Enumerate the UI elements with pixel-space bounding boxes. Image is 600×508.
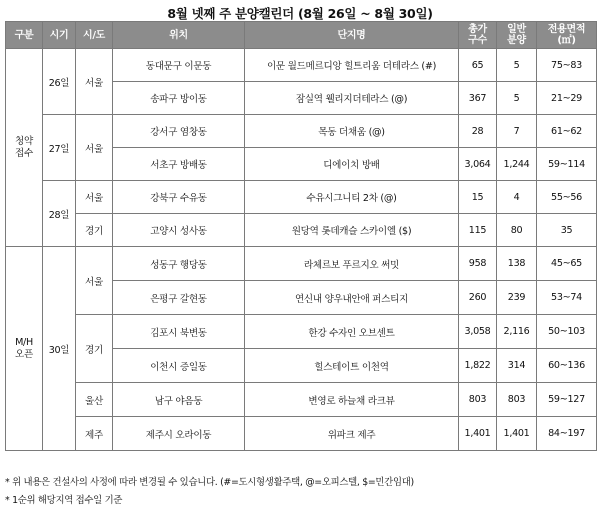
footnote-change-notice: * 위 내용은 건설사의 사정에 따라 변경될 수 있습니다. (#=도시형생활주택, @=오피스텔, $=민간임대) [5, 477, 414, 488]
total-units-cell: 15 [459, 181, 497, 214]
header-general-sale: 일반 분양 [497, 22, 537, 49]
general-sale-cell: 1,244 [497, 148, 537, 181]
region-cell: 울산 [76, 383, 113, 417]
complex-cell: 한강 수자인 오브센트 [245, 315, 459, 349]
total-units-cell: 958 [459, 247, 497, 281]
table-row [6, 315, 597, 349]
general-sale-cell: 80 [497, 214, 537, 247]
area-cell: 50~103 [537, 315, 597, 349]
period-cell: 27일 [43, 115, 76, 181]
location-cell: 성동구 행당동 [113, 247, 245, 281]
table-row [6, 181, 597, 214]
complex-cell: 변영로 하늘채 라크뷰 [245, 383, 459, 417]
total-units-cell: 3,058 [459, 315, 497, 349]
complex-cell: 위파크 제주 [245, 417, 459, 451]
period-cell: 28일 [43, 181, 76, 247]
header-category: 구분 [6, 22, 43, 49]
location-cell: 강서구 염창동 [113, 115, 245, 148]
total-units-cell: 3,064 [459, 148, 497, 181]
location-cell: 이천시 증일동 [113, 349, 245, 383]
area-cell: 59~127 [537, 383, 597, 417]
location-cell: 송파구 방이동 [113, 82, 245, 115]
table-row [6, 417, 597, 451]
period-cell: 30일 [43, 247, 76, 451]
table-row [6, 383, 597, 417]
total-units-cell: 260 [459, 281, 497, 315]
region-cell: 제주 [76, 417, 113, 451]
general-sale-cell: 2,116 [497, 315, 537, 349]
complex-cell: 수유시그니티 2차 (@) [245, 181, 459, 214]
header-area: 전용면적 (㎡) [537, 22, 597, 49]
complex-cell: 힐스테이트 이천역 [245, 349, 459, 383]
location-cell: 강북구 수유동 [113, 181, 245, 214]
table-row [6, 247, 597, 281]
complex-cell: 잠실역 웰리지더테라스 (@) [245, 82, 459, 115]
complex-cell: 목동 더채움 (@) [245, 115, 459, 148]
total-units-cell: 115 [459, 214, 497, 247]
location-cell: 남구 야음동 [113, 383, 245, 417]
complex-cell: 라체르보 푸르지오 써밋 [245, 247, 459, 281]
region-cell: 서울 [76, 247, 113, 315]
total-units-cell: 367 [459, 82, 497, 115]
complex-cell: 이문 월드메르디앙 힐트리움 더테라스 (#) [245, 49, 459, 82]
general-sale-cell: 239 [497, 281, 537, 315]
total-units-cell: 65 [459, 49, 497, 82]
table-row [6, 49, 597, 82]
region-cell: 서울 [76, 181, 113, 214]
location-cell: 제주시 오라이동 [113, 417, 245, 451]
header-total-units: 총가 구수 [459, 22, 497, 49]
general-sale-cell: 138 [497, 247, 537, 281]
general-sale-cell: 4 [497, 181, 537, 214]
general-sale-cell: 7 [497, 115, 537, 148]
area-cell: 59~114 [537, 148, 597, 181]
location-cell: 김포시 북변동 [113, 315, 245, 349]
header-period: 시기 [43, 22, 76, 49]
area-cell: 84~197 [537, 417, 597, 451]
complex-cell: 연신내 양우내안애 퍼스티지 [245, 281, 459, 315]
sales-calendar-table [5, 21, 597, 451]
area-cell: 21~29 [537, 82, 597, 115]
header-location: 위치 [113, 22, 245, 49]
general-sale-cell: 5 [497, 82, 537, 115]
area-cell: 53~74 [537, 281, 597, 315]
location-cell: 고양시 성사동 [113, 214, 245, 247]
total-units-cell: 803 [459, 383, 497, 417]
complex-cell: 원당역 롯데캐슬 스카이엘 ($) [245, 214, 459, 247]
total-units-cell: 1,401 [459, 417, 497, 451]
general-sale-cell: 5 [497, 49, 537, 82]
region-cell: 경기 [76, 214, 113, 247]
table-header-row [6, 22, 597, 49]
area-cell: 35 [537, 214, 597, 247]
location-cell: 서초구 방배동 [113, 148, 245, 181]
footnote-first-rank: * 1순위 해당지역 접수일 기준 [5, 495, 123, 506]
group-cell-model-house: M/H 오픈 [6, 247, 43, 451]
location-cell: 동대문구 이문동 [113, 49, 245, 82]
area-cell: 60~136 [537, 349, 597, 383]
period-cell: 26일 [43, 49, 76, 115]
group-cell-subscription: 청약 접수 [6, 49, 43, 247]
header-region: 시/도 [76, 22, 113, 49]
general-sale-cell: 803 [497, 383, 537, 417]
region-cell: 서울 [76, 115, 113, 181]
area-cell: 45~65 [537, 247, 597, 281]
complex-cell: 디에이치 방배 [245, 148, 459, 181]
header-complex: 단지명 [245, 22, 459, 49]
general-sale-cell: 314 [497, 349, 537, 383]
area-cell: 61~62 [537, 115, 597, 148]
region-cell: 서울 [76, 49, 113, 115]
region-cell: 경기 [76, 315, 113, 383]
area-cell: 75~83 [537, 49, 597, 82]
table-row [6, 214, 597, 247]
total-units-cell: 28 [459, 115, 497, 148]
page-title: 8월 넷째 주 분양캘린더 (8월 26일 ~ 8월 30일) [167, 6, 433, 21]
general-sale-cell: 1,401 [497, 417, 537, 451]
area-cell: 55~56 [537, 181, 597, 214]
total-units-cell: 1,822 [459, 349, 497, 383]
table-row [6, 115, 597, 148]
location-cell: 은평구 갈현동 [113, 281, 245, 315]
